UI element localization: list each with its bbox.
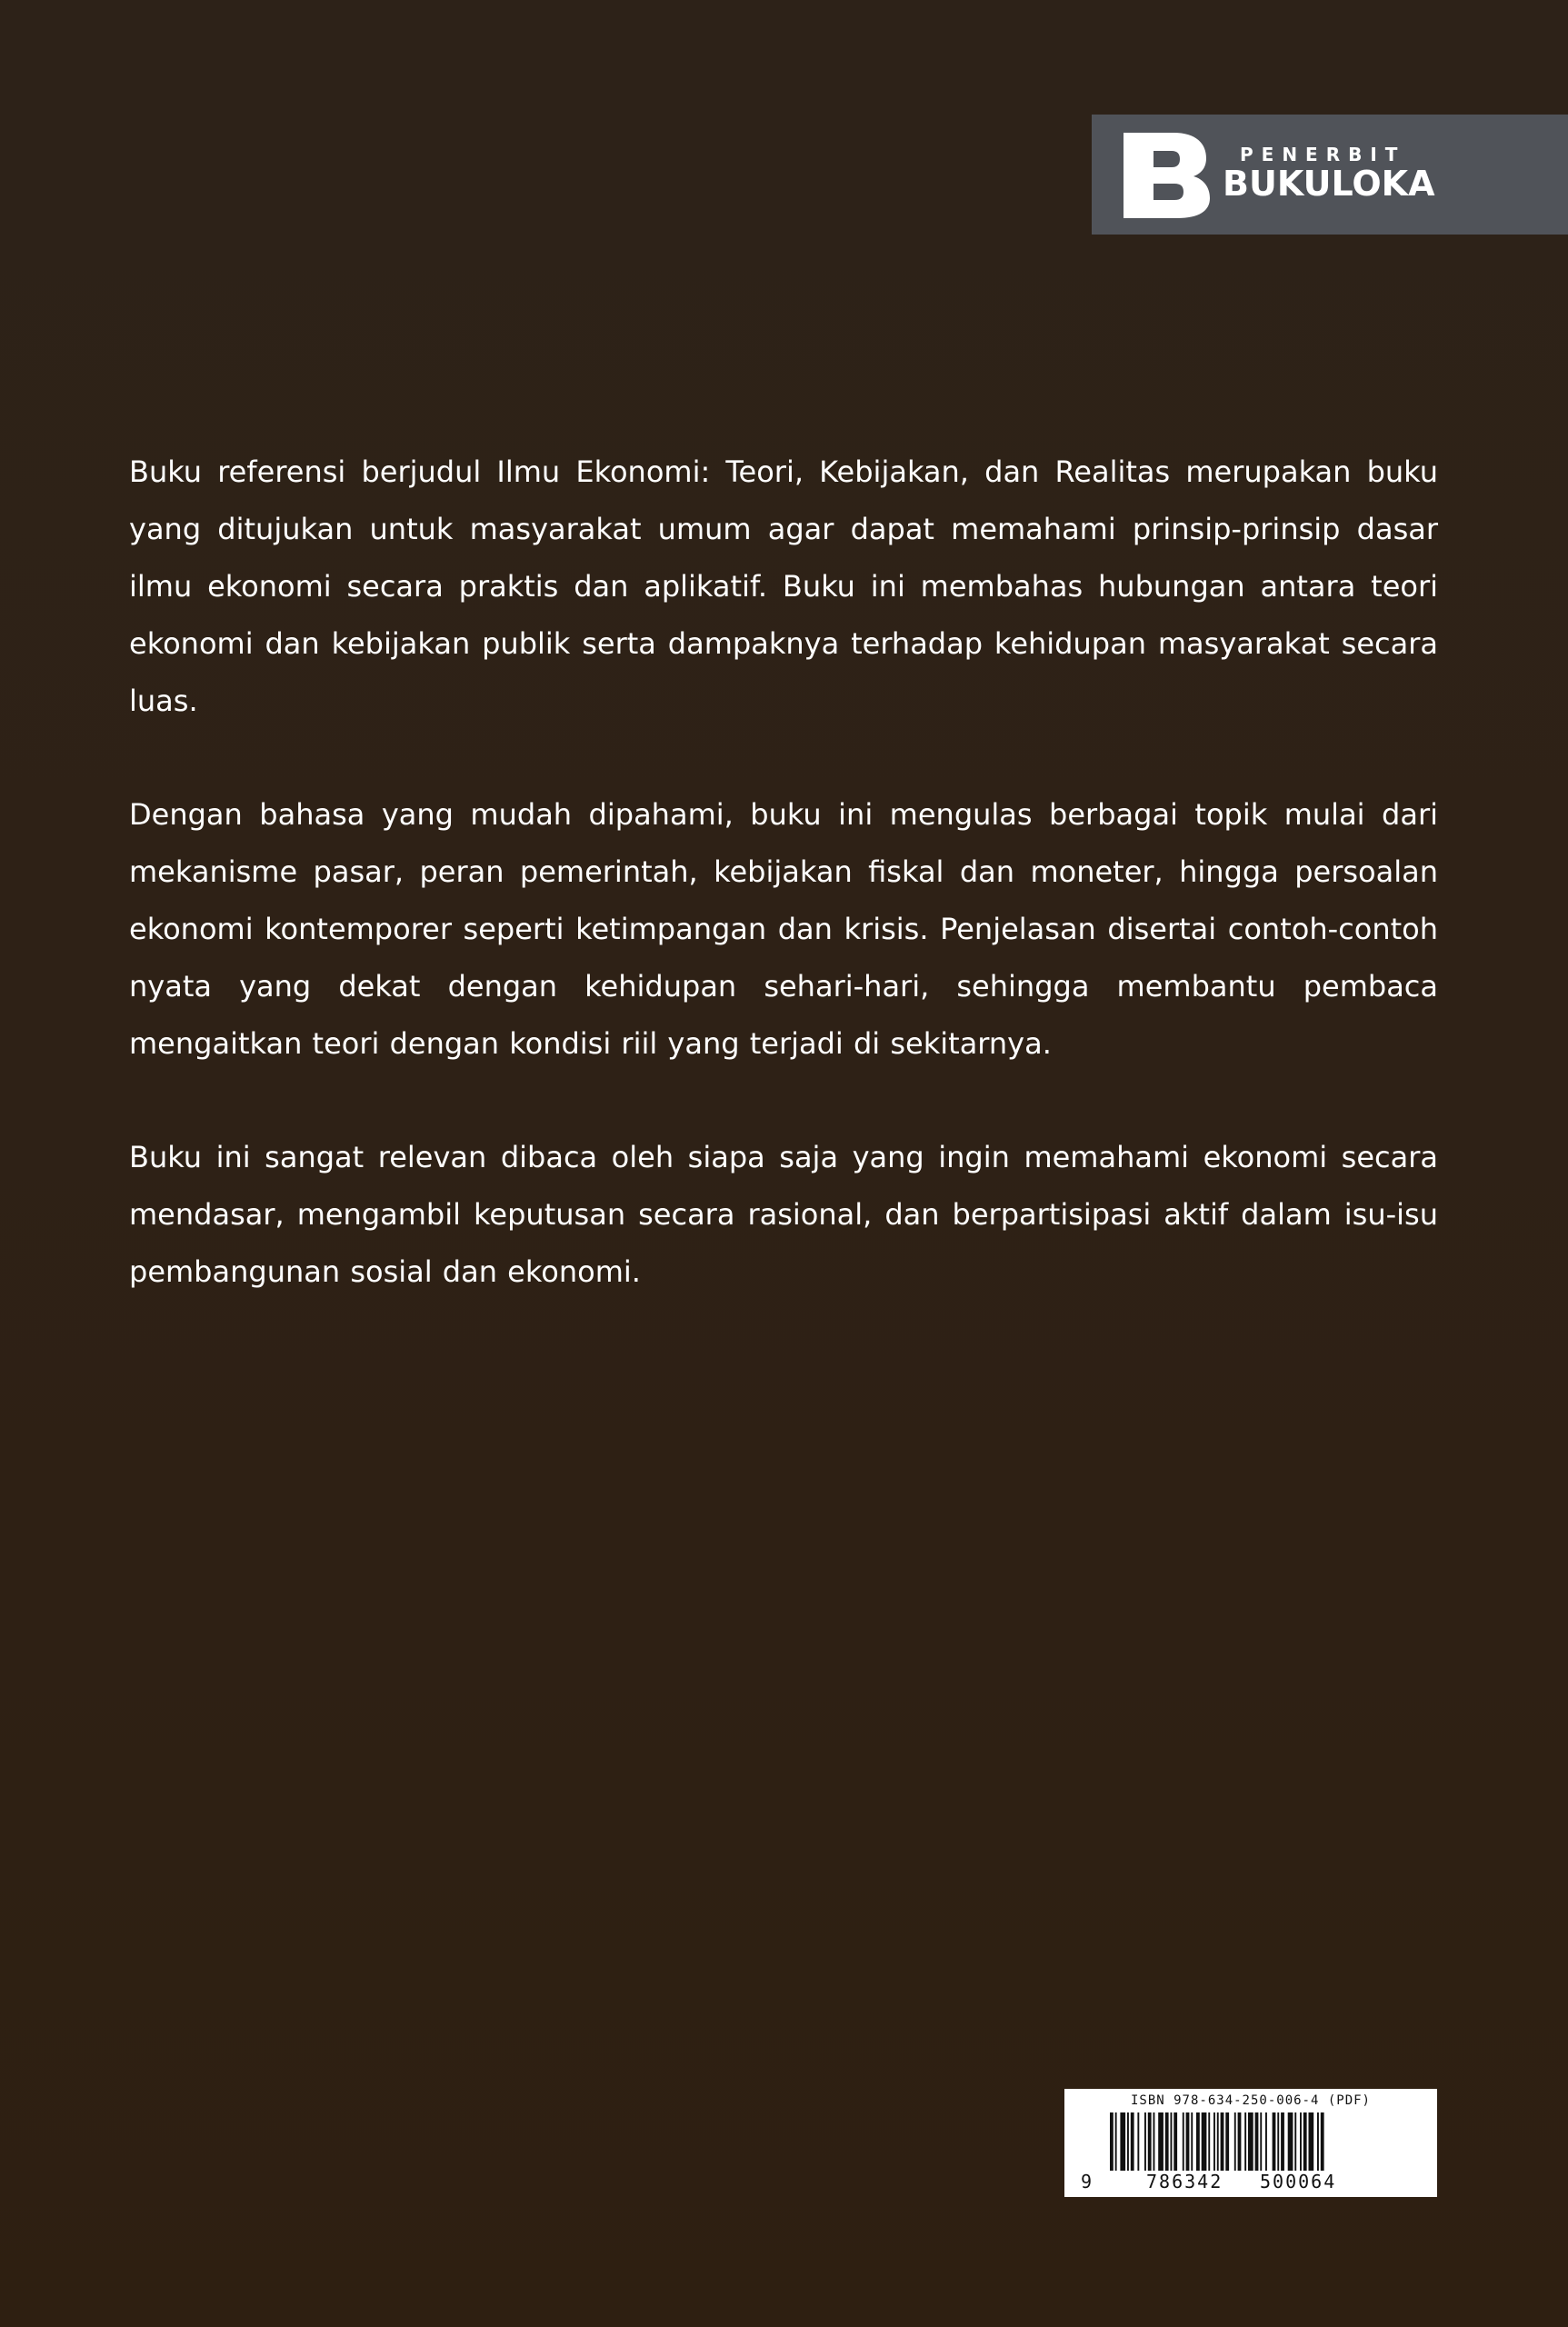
barcode-bar: [1260, 2112, 1262, 2171]
barcode-bar: [1196, 2112, 1200, 2171]
barcode-bar: [1317, 2112, 1319, 2171]
barcode-bar: [1158, 2112, 1164, 2171]
barcode-bar: [1120, 2112, 1125, 2171]
isbn-barcode: [1064, 2089, 1437, 2197]
barcode-bar: [1294, 2112, 1296, 2171]
barcode-bar: [1273, 2112, 1276, 2171]
barcode-bar: [1165, 2112, 1169, 2171]
barcode-bar: [1281, 2112, 1284, 2171]
barcode-bar: [1127, 2112, 1129, 2171]
barcode-bar: [1137, 2112, 1139, 2171]
barcode-bar: [1303, 2112, 1307, 2171]
barcode-bar: [1217, 2112, 1219, 2171]
barcode-bar: [1255, 2112, 1259, 2171]
barcode-bar: [1208, 2112, 1210, 2171]
barcode-bar: [1110, 2112, 1114, 2171]
publisher-logo: [1092, 115, 1568, 235]
barcode-bar: [1131, 2112, 1134, 2171]
blurb-paragraph-2: Dengan bahasa yang mudah dipahami, buku ini mengulas berbagai topik mulai dari mekanisme pasar, peran pemerintah, kebijakan fiskal dan moneter, hingga persoalan ekonomi kontemporer seperti ketimpangan dan krisis. Penjelasan disertai contoh-contoh nyata yang dekat dengan kehidupan sehari-hari, sehingga membantu pembaca mengaitkan teori dengan kondisi riil yang terjadi di sekitarnya.: [129, 797, 1438, 1061]
isbn-label: ISBN 978-634-250-006-4 (PDF): [1130, 2093, 1371, 2108]
barcode-bar: [1288, 2112, 1293, 2171]
barcode-digits-right: 500064: [1260, 2171, 1337, 2192]
barcode-bars: [1110, 2112, 1388, 2171]
barcode-bar: [1277, 2112, 1279, 2171]
barcode-digits-left: 786342: [1146, 2171, 1223, 2192]
barcode-bar: [1225, 2112, 1229, 2171]
barcode-bar: [1221, 2112, 1224, 2171]
barcode-bar: [1213, 2112, 1215, 2171]
barcode-bar: [1238, 2112, 1242, 2171]
blurb-paragraph-1: Buku referensi berjudul Ilmu Ekonomi: Teori, Kebijakan, dan Realitas merupakan buku yang ditujukan untuk masyarakat umum agar dapat memahami prinsip-prinsip dasar ilmu ekonomi secara praktis dan aplikatif. Buku ini membahas hubungan antara teori ekonomi dan kebijakan publik serta dampaknya terhadap kehidupan masyarakat secara luas.: [129, 454, 1438, 718]
barcode-bar: [1300, 2112, 1302, 2171]
publisher-label: PENERBIT: [1240, 144, 1406, 165]
blurb-paragraph-3: Buku ini sangat relevan dibaca oleh siapa saja yang ingin memahami ekonomi secara mendasar, mengambil keputusan secara rasional, dan berpartisipasi aktif dalam isu-isu pembangunan sosial dan ekonomi.: [129, 1140, 1438, 1289]
barcode-bar: [1321, 2112, 1324, 2171]
publisher-name: BUKULOKA: [1223, 164, 1435, 204]
barcode-bar: [1248, 2112, 1253, 2171]
barcode-bar: [1171, 2112, 1173, 2171]
barcode-bar: [1183, 2112, 1184, 2171]
barcode-bar: [1115, 2112, 1117, 2171]
barcode-digit-first: 9: [1081, 2171, 1094, 2192]
barcode-bar: [1144, 2112, 1146, 2171]
barcode-bar: [1191, 2112, 1193, 2171]
publisher-b-logo-icon: [1119, 131, 1214, 218]
barcode-bar: [1186, 2112, 1190, 2171]
barcode-bar: [1148, 2112, 1152, 2171]
barcode-bar: [1244, 2112, 1246, 2171]
barcode-bar: [1234, 2112, 1236, 2171]
book-blurb: [129, 444, 1438, 1357]
barcode-bar: [1309, 2112, 1314, 2171]
barcode-bar: [1174, 2112, 1177, 2171]
barcode-bar: [1265, 2112, 1267, 2171]
barcode-bar: [1202, 2112, 1207, 2171]
barcode-bar: [1154, 2112, 1155, 2171]
